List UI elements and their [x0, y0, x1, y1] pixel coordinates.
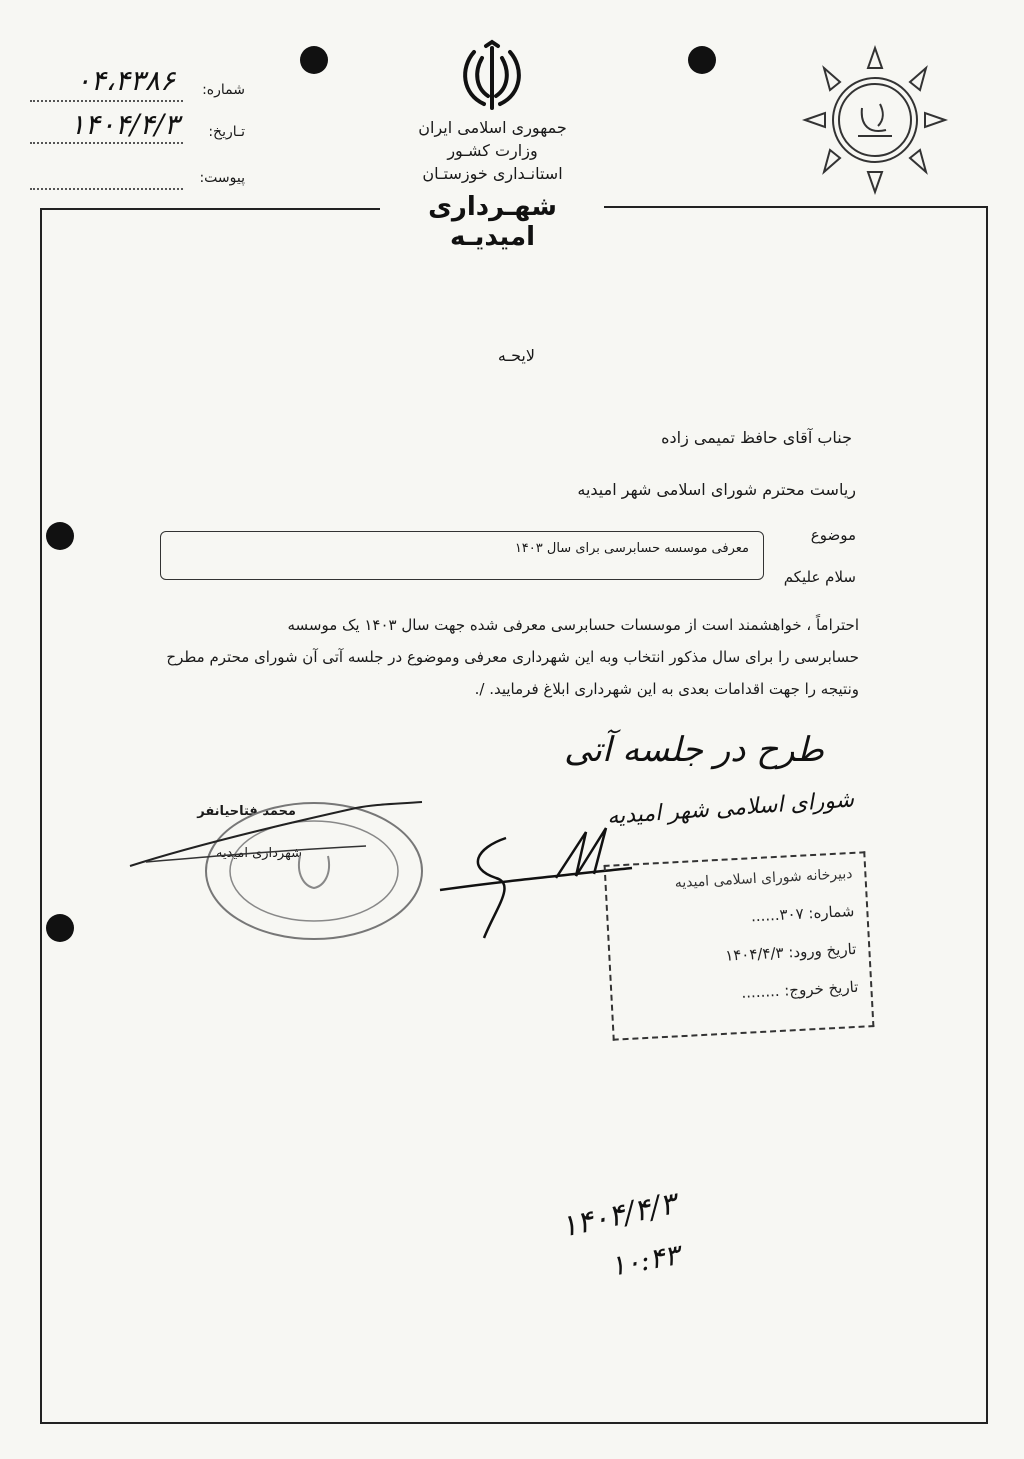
meta-date-dots: [30, 142, 183, 144]
signer-name: محمد فتاحیانفر: [197, 804, 296, 819]
subject-value: معرفی موسسه حسابرسی برای سال ۱۴۰۳: [514, 541, 749, 556]
stamp-line-1: دبیرخانه شورای اسلامی امیدیه: [674, 865, 853, 892]
body-line-3: ونتیجه را جهت اقدامات بعدی به این شهرداری ابلاغ فرمایید. /.: [474, 680, 859, 698]
meta-date-row: [30, 108, 245, 150]
meta-number-label: شماره:: [202, 82, 245, 98]
signature-mark-left: [126, 798, 426, 878]
body-line-1: احتراماً ، خواهشمند است از موسسات حسابرسی معرفی شده جهت سال ۱۴۰۳ یک موسسه: [287, 616, 859, 634]
meta-date-value: ۱۴۰۴/۴/۳: [69, 108, 179, 141]
secretariat-stamp: [604, 851, 875, 1040]
handwritten-bottom-date: ۱۴۰۴/۴/۳: [557, 1186, 680, 1245]
subject-box: [160, 531, 764, 580]
municipality-title: شهـرداری امیدیـه: [428, 192, 557, 252]
municipality-logo-icon: [800, 38, 950, 198]
meta-number-value: ۰۴،۴۳۸۶: [75, 64, 175, 97]
body-line-2: حسابرسی را برای سال مذکور انتخاب وبه این شهرداری معرفی وموضوع در جلسه آتی آن شورای محترم مطرح: [166, 648, 859, 666]
stamp-line-3: تاریخ ورود: ۱۴۰۴/۴/۳: [724, 939, 857, 965]
recipient-title: ریاست محترم شورای اسلامی شهر امیدیه: [577, 480, 856, 499]
signer-title: شهرداری امیدیه: [216, 846, 302, 861]
handwritten-note-line-1: طرح در جلسه آتی: [564, 730, 824, 770]
subject-label: موضوع: [810, 526, 856, 544]
letter-type: لایحـه: [497, 346, 535, 365]
iran-emblem-icon: [454, 38, 530, 114]
meta-date-label: تـاریخ:: [208, 124, 245, 140]
meta-number-row: [30, 64, 245, 108]
handwritten-bottom-time: ۱۰:۴۳: [607, 1238, 682, 1283]
punch-hole-top-left: [300, 46, 328, 74]
recipient-name: جناب آقای حافظ تمیمی زاده: [661, 428, 852, 447]
greeting: سلام علیکم: [783, 568, 856, 586]
meta-attachment-row: [30, 166, 245, 196]
handwritten-note-line-2: شورای اسلامی شهر امیدیه: [606, 787, 855, 830]
meta-attachment-label: پیوست:: [199, 170, 245, 186]
stamp-line-2: شماره: ۳۰۷......: [750, 901, 855, 926]
meta-attachment-dots: [30, 188, 183, 190]
country-name: جمهوری اسلامی ایران: [418, 118, 567, 137]
meta-number-dots: [30, 100, 183, 102]
punch-hole-top-right: [688, 46, 716, 74]
header-block: [380, 118, 605, 183]
stamp-line-4: تاریخ خروج: ........: [740, 977, 859, 1002]
province-name: استانـداری خوزستـان: [422, 164, 563, 183]
ministry-name: وزارت کشـور: [447, 141, 538, 160]
